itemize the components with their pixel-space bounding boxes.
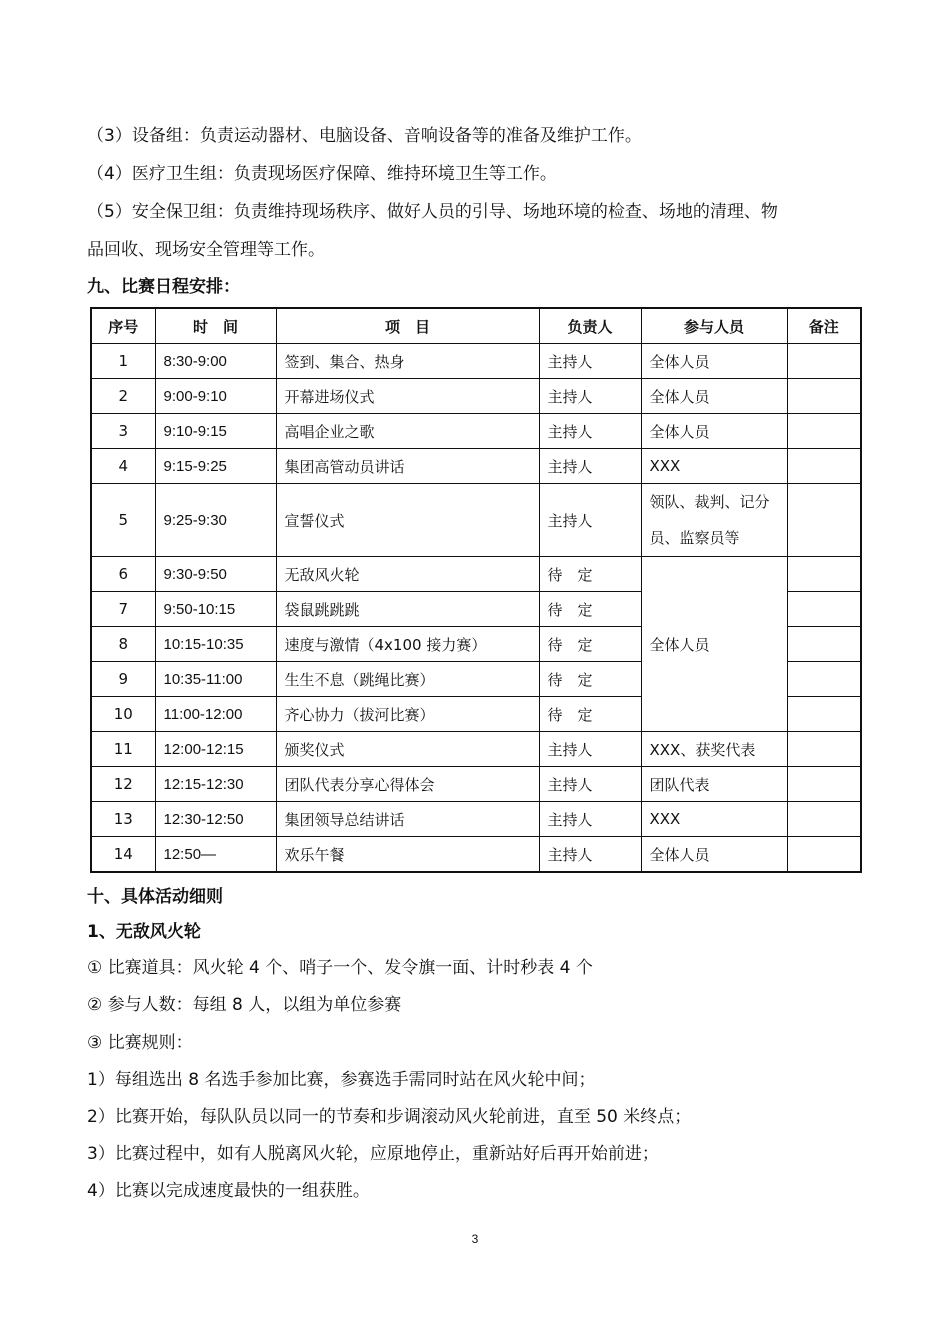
cell-time: 10:15-10:35 (155, 627, 276, 662)
cell-owner: 主持人 (539, 767, 641, 802)
cell-owner: 主持人 (539, 379, 641, 414)
cell-item: 无敌风火轮 (276, 557, 539, 592)
cell-owner: 待 定 (539, 662, 641, 697)
header-time: 时 间 (155, 308, 276, 344)
cell-participants: 全体人员 (641, 379, 787, 414)
cell-no: 2 (91, 379, 155, 414)
intro-line-4: （4）医疗卫生组：负责现场医疗保障、维持环境卫生等工作。 (87, 164, 557, 184)
cell-no: 4 (91, 449, 155, 484)
cell-notes (787, 627, 861, 662)
cell-time: 12:00-12:15 (155, 732, 276, 767)
cell-owner: 主持人 (539, 802, 641, 837)
cell-participants: XXX、获奖代表 (641, 732, 787, 767)
cell-time: 12:30-12:50 (155, 802, 276, 837)
cell-notes (787, 837, 861, 873)
cell-notes (787, 767, 861, 802)
cell-time: 9:25-9:30 (155, 484, 276, 557)
section-10-heading: 十、具体活动细则 (87, 887, 223, 907)
cell-participants: 领队、裁判、记分员、监察员等 (641, 484, 787, 557)
table-row (91, 557, 861, 592)
detail-line: ① 比赛道具：风火轮 4 个、哨子一个、发令旗一面、计时秒表 4 个 (87, 958, 593, 978)
detail-line: 3）比赛过程中，如有人脱离风火轮，应原地停止，重新站好后再开始前进； (87, 1144, 659, 1164)
cell-participants: 全体人员 (641, 344, 787, 379)
cell-owner: 主持人 (539, 449, 641, 484)
cell-no: 7 (91, 592, 155, 627)
cell-no: 9 (91, 662, 155, 697)
table-row (91, 837, 861, 873)
cell-notes (787, 662, 861, 697)
header-item: 项 目 (276, 308, 539, 344)
cell-item: 速度与激情（4x100 接力赛） (276, 627, 539, 662)
cell-notes (787, 557, 861, 592)
cell-item: 开幕进场仪式 (276, 379, 539, 414)
cell-no: 1 (91, 344, 155, 379)
cell-item: 齐心协力（拔河比赛） (276, 697, 539, 732)
cell-participants: XXX (641, 449, 787, 484)
cell-notes (787, 802, 861, 837)
cell-item: 集团高管动员讲话 (276, 449, 539, 484)
cell-time: 9:10-9:15 (155, 414, 276, 449)
detail-line: 4）比赛以完成速度最快的一组获胜。 (87, 1181, 370, 1201)
cell-no: 8 (91, 627, 155, 662)
table-row (91, 379, 861, 414)
intro-line-5-cont: 品回收、现场安全管理等工作。 (87, 240, 325, 260)
table-row (91, 767, 861, 802)
cell-notes (787, 732, 861, 767)
cell-item: 宣誓仪式 (276, 484, 539, 557)
cell-participants: 全体人员 (641, 414, 787, 449)
cell-time: 9:30-9:50 (155, 557, 276, 592)
cell-owner: 主持人 (539, 484, 641, 557)
header-owner: 负责人 (539, 308, 641, 344)
cell-item: 袋鼠跳跳跳 (276, 592, 539, 627)
cell-notes (787, 414, 861, 449)
table-row (91, 414, 861, 449)
detail-line: ② 参与人数：每组 8 人，以组为单位参赛 (87, 995, 402, 1015)
cell-item: 颁奖仪式 (276, 732, 539, 767)
header-no: 序号 (91, 308, 155, 344)
cell-no: 3 (91, 414, 155, 449)
cell-item: 集团领导总结讲话 (276, 802, 539, 837)
cell-item: 签到、集合、热身 (276, 344, 539, 379)
cell-time: 10:35-11:00 (155, 662, 276, 697)
cell-participants: 全体人员 (641, 837, 787, 873)
cell-owner: 待 定 (539, 557, 641, 592)
cell-owner: 主持人 (539, 414, 641, 449)
cell-time: 9:50-10:15 (155, 592, 276, 627)
cell-owner: 主持人 (539, 344, 641, 379)
detail-line: ③ 比赛规则： (87, 1033, 193, 1053)
cell-owner: 待 定 (539, 697, 641, 732)
cell-time: 12:50— (155, 837, 276, 873)
table-row (91, 484, 861, 557)
page-number: 3 (471, 1232, 479, 1246)
cell-item: 团队代表分享心得体会 (276, 767, 539, 802)
cell-time: 9:15-9:25 (155, 449, 276, 484)
header-participants: 参与人员 (641, 308, 787, 344)
cell-participants: 团队代表 (641, 767, 787, 802)
cell-owner: 待 定 (539, 627, 641, 662)
cell-participants-merged: 全体人员 (641, 557, 787, 732)
cell-owner: 待 定 (539, 592, 641, 627)
intro-line-3: （3）设备组：负责运动器材、电脑设备、音响设备等的准备及维护工作。 (87, 126, 642, 146)
cell-no: 12 (91, 767, 155, 802)
cell-no: 11 (91, 732, 155, 767)
cell-item: 高唱企业之歌 (276, 414, 539, 449)
table-row (91, 344, 861, 379)
cell-participants: XXX (641, 802, 787, 837)
table-header-row (91, 308, 861, 344)
cell-no: 6 (91, 557, 155, 592)
cell-time: 9:00-9:10 (155, 379, 276, 414)
cell-time: 8:30-9:00 (155, 344, 276, 379)
table-row (91, 802, 861, 837)
cell-notes (787, 697, 861, 732)
table-row (91, 449, 861, 484)
cell-notes (787, 484, 861, 557)
cell-no: 13 (91, 802, 155, 837)
detail-line: 1）每组选出 8 名选手参加比赛，参赛选手需同时站在风火轮中间； (87, 1070, 596, 1090)
intro-line-5: （5）安全保卫组：负责维持现场秩序、做好人员的引导、场地环境的检查、场地的清理、物 (87, 202, 778, 222)
cell-notes (787, 344, 861, 379)
table-row (91, 732, 861, 767)
detail-line: 2）比赛开始，每队队员以同一的节奏和步调滚动风火轮前进，直至 50 米终点； (87, 1107, 692, 1127)
cell-time: 12:15-12:30 (155, 767, 276, 802)
cell-item: 生生不息（跳绳比赛） (276, 662, 539, 697)
cell-time: 11:00-12:00 (155, 697, 276, 732)
cell-notes (787, 379, 861, 414)
cell-notes (787, 592, 861, 627)
schedule-table (90, 307, 862, 873)
cell-no: 14 (91, 837, 155, 873)
cell-notes (787, 449, 861, 484)
header-notes: 备注 (787, 308, 861, 344)
subsection-1-heading: 1、无敌风火轮 (87, 922, 201, 942)
cell-owner: 主持人 (539, 732, 641, 767)
cell-no: 10 (91, 697, 155, 732)
cell-no: 5 (91, 484, 155, 557)
cell-item: 欢乐午餐 (276, 837, 539, 873)
section-9-heading: 九、比赛日程安排： (87, 277, 240, 297)
cell-owner: 主持人 (539, 837, 641, 873)
